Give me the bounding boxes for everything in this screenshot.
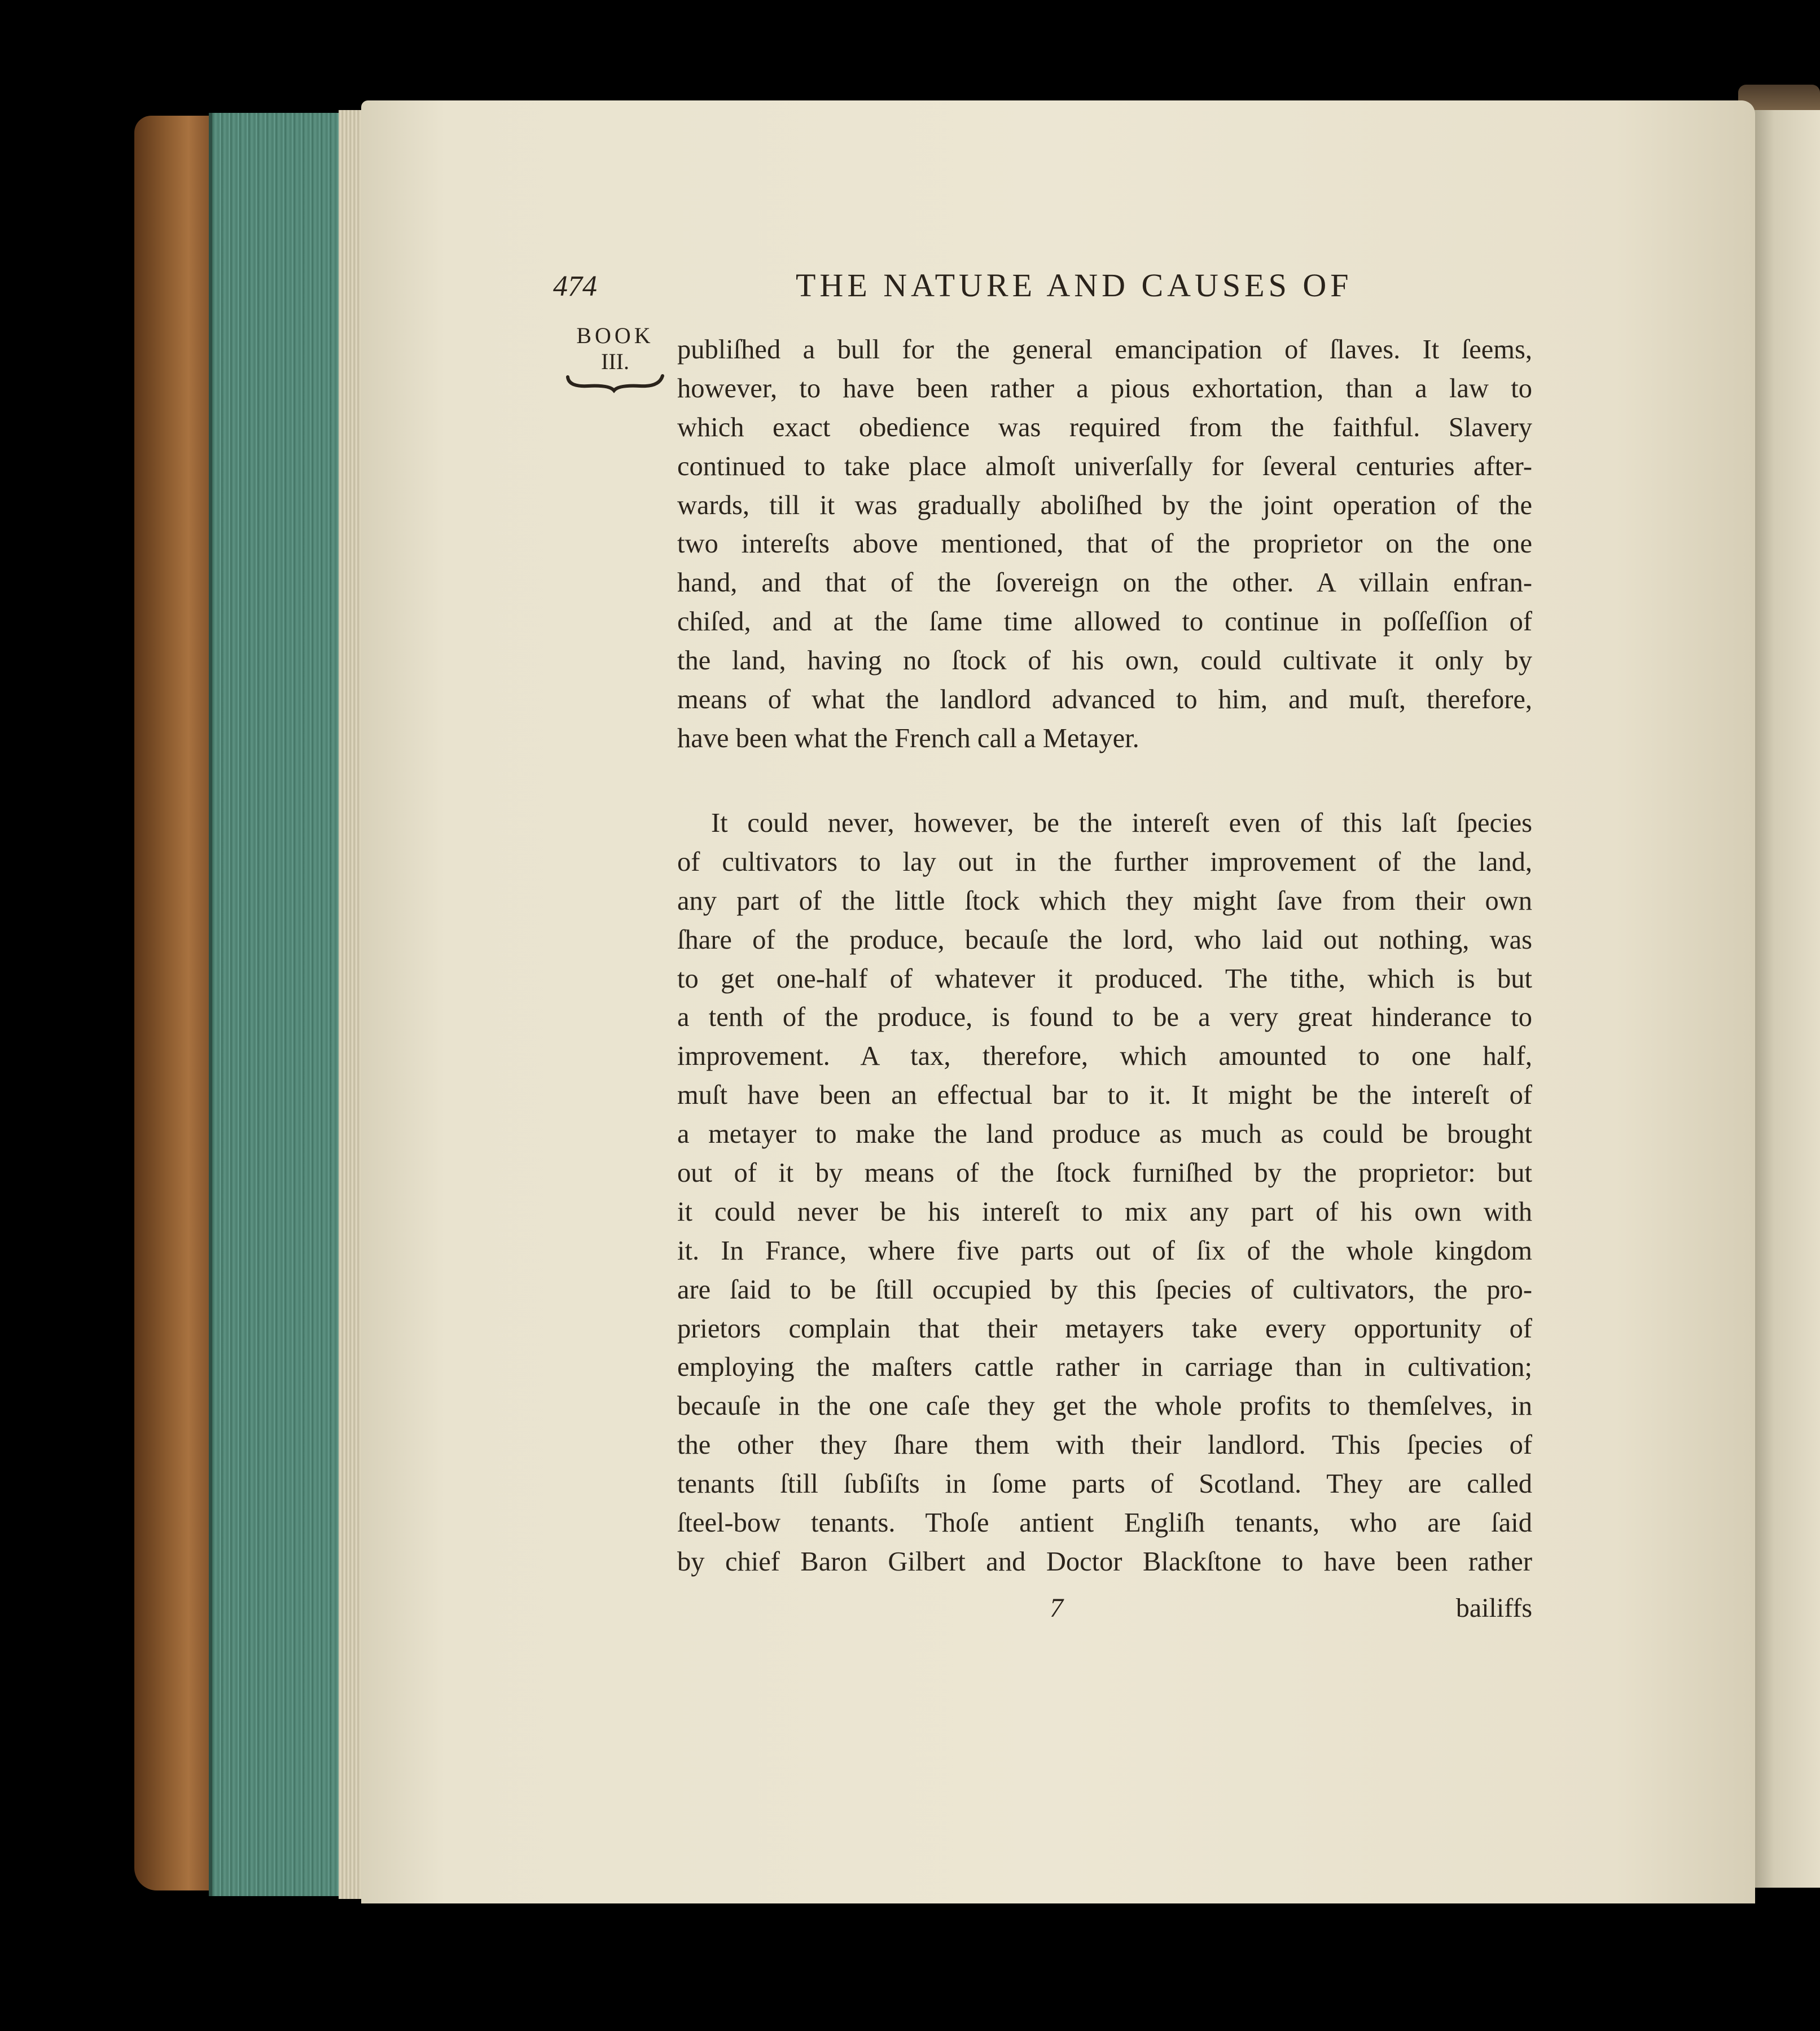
text-line: two intereſts above mentioned, that of the proprietor on the one bbox=[677, 529, 1532, 559]
text-line: a metayer to make the land produce as much as could be brought bbox=[677, 1119, 1532, 1150]
text-line: chiſed, and at the ſame time allowed to continue in poſſeſſion of bbox=[677, 607, 1532, 637]
text-line: to get one-half of whatever it produced. The tithe, which is but bbox=[677, 963, 1532, 994]
signature-mark: 7 bbox=[1050, 1593, 1063, 1623]
side-note-book: BOOK bbox=[576, 323, 654, 348]
text-line: improvement. A tax, therefore, which amounted to one half, bbox=[677, 1041, 1532, 1072]
text-line: tenants ſtill ſubſiſts in ſome parts of Scotland. They are called bbox=[677, 1469, 1532, 1499]
text-line: however, to have been rather a pious exhortation, than a law to bbox=[677, 373, 1532, 403]
side-note bbox=[564, 324, 666, 373]
facing-page bbox=[1749, 110, 1820, 1888]
text-line: employing the maſters cattle rather in carriage than in cultivation; bbox=[677, 1352, 1532, 1383]
text-line: the land, having no ſtock of his own, could cultivate it only by bbox=[677, 646, 1532, 676]
page-edges bbox=[209, 113, 358, 1896]
text-line: publiſhed a bull for the general emancipation of ſlaves. It ſeems, bbox=[677, 335, 1532, 365]
text-line: the other they ſhare them with their landlord. This ſpecies of bbox=[677, 1430, 1532, 1460]
paragraph-2 bbox=[677, 804, 1532, 1582]
catchword: bailiffs bbox=[1455, 1593, 1532, 1623]
side-note-number: III. bbox=[601, 349, 629, 374]
text-line: muſt have been an effectual bar to it. It might be the intereſt of bbox=[677, 1080, 1532, 1111]
paragraph-1 bbox=[677, 331, 1532, 758]
text-line: hand, and that of the ſovereign on the other. A villain enfran- bbox=[677, 568, 1532, 598]
brace-ornament bbox=[565, 372, 667, 395]
text-line: by chief Baron Gilbert and Doctor Blackſtone to have been rather bbox=[677, 1546, 1532, 1577]
text-line: any part of the little ſtock which they might ſave from their own bbox=[677, 885, 1532, 916]
text-line: out of it by means of the ſtock furniſhed by the proprietor: but bbox=[677, 1158, 1532, 1188]
running-head: THE NATURE AND CAUSES OF bbox=[796, 267, 1353, 304]
text-line: ſhare of the produce, becauſe the lord, who laid out nothing, was bbox=[677, 924, 1532, 955]
text-line: it could never be his intereſt to mix any part of his own with bbox=[677, 1196, 1532, 1227]
text-line: are ſaid to be ſtill occupied by this ſpecies of cultivators, the pro- bbox=[677, 1274, 1532, 1305]
text-line: of cultivators to lay out in the further improvement of the land, bbox=[677, 846, 1532, 877]
text-line: have been what the French call a Metayer. bbox=[677, 723, 1139, 753]
text-line: means of what the landlord advanced to him, and muſt, therefore, bbox=[677, 685, 1532, 715]
text-line: becauſe in the one caſe they get the whole profits to themſelves, in bbox=[677, 1391, 1532, 1422]
page-number: 474 bbox=[553, 270, 597, 302]
text-line: continued to take place almoſt univerſally for ſeveral centuries after- bbox=[677, 451, 1532, 481]
text-line: it. In France, where five parts out of ſix of the whole kingdom bbox=[677, 1235, 1532, 1266]
text-line: prietors complain that their metayers take every opportunity of bbox=[677, 1313, 1532, 1344]
text-line: which exact obedience was required from the faithful. Slavery bbox=[677, 412, 1532, 442]
page-footer bbox=[677, 1593, 1532, 1632]
text-line: a tenth of the produce, is found to be a very great hinderance to bbox=[677, 1002, 1532, 1033]
text-line: It could never, however, be the intereſt even of this laſt ſpecies bbox=[711, 808, 1532, 838]
text-line: wards, till it was gradually aboliſhed by the joint operation of the bbox=[677, 490, 1532, 520]
text-line: ſteel-bow tenants. Thoſe antient Engliſh tenants, who are ſaid bbox=[677, 1508, 1532, 1538]
